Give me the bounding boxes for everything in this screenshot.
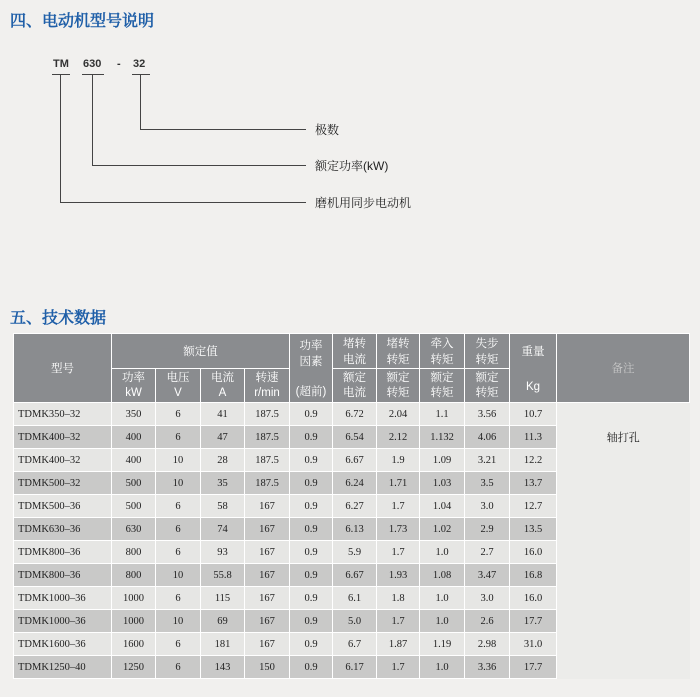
header-locked-current-line2: 电流 (343, 354, 366, 366)
cell-locked-current: 6.54 (333, 426, 377, 449)
cell-pull-out-torque: 3.56 (465, 403, 510, 426)
cell-voltage: 10 (156, 472, 201, 495)
model-code-poles: 32 (133, 58, 146, 70)
cell-voltage: 6 (156, 541, 201, 564)
header-rated-values: 额定值 (112, 334, 290, 369)
leader-power-vertical (92, 74, 93, 165)
cell-weight: 13.5 (510, 518, 557, 541)
header-locked-current-line1: 堵转 (343, 338, 366, 350)
header-power-kw-line2: kW (125, 386, 142, 399)
cell-power: 500 (112, 495, 156, 518)
cell-power: 800 (112, 541, 156, 564)
cell-power: 400 (112, 426, 156, 449)
cell-locked-current: 6.17 (333, 656, 377, 679)
model-code-diagram (0, 0, 700, 230)
cell-remarks (557, 403, 690, 679)
cell-locked-current: 6.72 (333, 403, 377, 426)
leader-type-horizontal (60, 202, 306, 203)
header-power-kw (112, 369, 156, 403)
cell-model: TDMK1250–40 (14, 656, 112, 679)
cell-pull-in-torque: 1.0 (420, 656, 465, 679)
cell-weight: 17.7 (510, 610, 557, 633)
cell-locked-torque: 2.12 (377, 426, 420, 449)
header-locked-current-line4: 电流 (343, 386, 366, 399)
header-pull-out-torque-top (465, 334, 510, 369)
cell-power-factor: 0.9 (290, 449, 333, 472)
header-pull-in-torque-line3: 额定 (430, 371, 454, 384)
header-locked-torque-top (377, 334, 420, 369)
cell-weight: 16.8 (510, 564, 557, 587)
cell-pull-in-torque: 1.0 (420, 541, 465, 564)
cell-pull-out-torque: 3.36 (465, 656, 510, 679)
cell-speed: 167 (245, 587, 290, 610)
cell-pull-in-torque: 1.04 (420, 495, 465, 518)
cell-power-factor: 0.9 (290, 495, 333, 518)
header-weight (510, 334, 557, 403)
cell-current: 143 (201, 656, 245, 679)
cell-pull-out-torque: 3.5 (465, 472, 510, 495)
cell-voltage: 6 (156, 403, 201, 426)
cell-model: TDMK350–32 (14, 403, 112, 426)
cell-locked-current: 6.27 (333, 495, 377, 518)
cell-model: TDMK800–36 (14, 564, 112, 587)
header-locked-torque-line4: 转矩 (386, 386, 410, 399)
label-rated-power: 额定功率(kW) (315, 159, 389, 173)
cell-locked-torque: 2.04 (377, 403, 420, 426)
cell-pull-out-torque: 2.7 (465, 541, 510, 564)
cell-voltage: 6 (156, 656, 201, 679)
cell-weight: 31.0 (510, 633, 557, 656)
cell-current: 181 (201, 633, 245, 656)
underline-prefix (52, 74, 70, 75)
cell-pull-out-torque: 2.9 (465, 518, 510, 541)
cell-locked-current: 6.24 (333, 472, 377, 495)
cell-pull-in-torque: 1.19 (420, 633, 465, 656)
cell-power: 800 (112, 564, 156, 587)
cell-locked-torque: 1.8 (377, 587, 420, 610)
model-code-power: 630 (83, 58, 102, 70)
cell-speed: 167 (245, 633, 290, 656)
cell-current: 55.8 (201, 564, 245, 587)
cell-weight: 12.2 (510, 449, 557, 472)
cell-weight: 16.0 (510, 587, 557, 610)
cell-locked-torque: 1.7 (377, 541, 420, 564)
cell-voltage: 10 (156, 449, 201, 472)
underline-power (82, 74, 104, 75)
header-pull-in-torque-line1: 牵入 (430, 338, 454, 350)
cell-model: TDMK630–36 (14, 518, 112, 541)
remark-text: 轴打孔 (606, 432, 640, 444)
cell-pull-out-torque: 2.98 (465, 633, 510, 656)
cell-pull-out-torque: 2.6 (465, 610, 510, 633)
cell-locked-torque: 1.7 (377, 495, 420, 518)
cell-model: TDMK1000–36 (14, 610, 112, 633)
underline-poles (132, 74, 150, 75)
header-speed-line2: r/min (254, 386, 280, 399)
cell-current: 74 (201, 518, 245, 541)
header-pull-out-torque-bottom (465, 369, 510, 403)
cell-pull-in-torque: 1.08 (420, 564, 465, 587)
leader-power-horizontal (92, 165, 306, 166)
cell-weight: 11.3 (510, 426, 557, 449)
cell-speed: 187.5 (245, 449, 290, 472)
cell-locked-torque: 1.73 (377, 518, 420, 541)
section-title-model-explanation: 四、电动机型号说明 (10, 13, 155, 30)
cell-current: 35 (201, 472, 245, 495)
cell-current: 28 (201, 449, 245, 472)
header-locked-torque-line1: 堵转 (386, 338, 410, 350)
cell-power: 1000 (112, 587, 156, 610)
cell-pull-in-torque: 1.132 (420, 426, 465, 449)
cell-voltage: 6 (156, 495, 201, 518)
cell-locked-torque: 1.9 (377, 449, 420, 472)
label-motor-type: 磨机用同步电动机 (315, 196, 412, 210)
header-pull-in-torque-bottom (420, 369, 465, 403)
cell-pull-in-torque: 1.1 (420, 403, 465, 426)
header-locked-torque-line3: 额定 (386, 371, 410, 384)
cell-weight: 16.0 (510, 541, 557, 564)
header-current-a (201, 369, 245, 403)
cell-current: 115 (201, 587, 245, 610)
cell-voltage: 10 (156, 610, 201, 633)
header-current-line2: A (218, 386, 227, 399)
cell-model: TDMK400–32 (14, 426, 112, 449)
header-power-factor-line1: 功率 (299, 340, 323, 352)
cell-voltage: 6 (156, 633, 201, 656)
section-title-tech-data: 五、技术数据 (10, 310, 107, 327)
cell-voltage: 6 (156, 518, 201, 541)
cell-model: TDMK1000–36 (14, 587, 112, 610)
cell-current: 41 (201, 403, 245, 426)
cell-pull-in-torque: 1.0 (420, 610, 465, 633)
header-locked-current-top (333, 334, 377, 369)
cell-pull-out-torque: 3.0 (465, 495, 510, 518)
cell-current: 58 (201, 495, 245, 518)
cell-power-factor: 0.9 (290, 403, 333, 426)
label-poles: 极数 (315, 123, 340, 137)
tech-data-table (13, 333, 690, 679)
header-pull-out-torque-line3: 额定 (475, 371, 499, 384)
header-weight-line2: Kg (525, 381, 541, 393)
header-remarks: 备注 (557, 334, 690, 403)
cell-power: 1250 (112, 656, 156, 679)
header-current-line1: 电流 (211, 371, 234, 384)
cell-current: 93 (201, 541, 245, 564)
cell-weight: 10.7 (510, 403, 557, 426)
cell-power-factor: 0.9 (290, 587, 333, 610)
cell-locked-current: 6.1 (333, 587, 377, 610)
model-code-prefix: TM (53, 58, 69, 70)
cell-speed: 187.5 (245, 403, 290, 426)
header-pull-out-torque-line4: 转矩 (475, 386, 499, 399)
cell-pull-out-torque: 4.06 (465, 426, 510, 449)
cell-power: 400 (112, 449, 156, 472)
cell-model: TDMK500–36 (14, 495, 112, 518)
cell-pull-in-torque: 1.0 (420, 587, 465, 610)
cell-locked-current: 6.7 (333, 633, 377, 656)
header-model: 型号 (14, 334, 112, 403)
leader-poles-horizontal (140, 129, 306, 130)
cell-locked-current: 6.67 (333, 449, 377, 472)
cell-speed: 167 (245, 541, 290, 564)
cell-model: TDMK800–36 (14, 541, 112, 564)
cell-speed: 167 (245, 495, 290, 518)
header-speed-line1: 转速 (255, 371, 279, 384)
cell-locked-current: 6.67 (333, 564, 377, 587)
cell-locked-torque: 1.93 (377, 564, 420, 587)
header-power-kw-line1: 功率 (122, 371, 145, 384)
cell-pull-in-torque: 1.09 (420, 449, 465, 472)
cell-speed: 150 (245, 656, 290, 679)
header-voltage-line2: V (174, 386, 182, 399)
cell-weight: 13.7 (510, 472, 557, 495)
cell-speed: 167 (245, 518, 290, 541)
table-row (14, 403, 690, 426)
cell-pull-in-torque: 1.02 (420, 518, 465, 541)
header-weight-line1: 重量 (521, 346, 545, 358)
cell-power-factor: 0.9 (290, 633, 333, 656)
header-locked-current-bottom (333, 369, 377, 403)
cell-weight: 17.7 (510, 656, 557, 679)
tech-data-table-body (14, 403, 690, 679)
cell-power-factor: 0.9 (290, 610, 333, 633)
cell-current: 47 (201, 426, 245, 449)
header-pull-out-torque-line2: 转矩 (475, 354, 499, 366)
cell-voltage: 10 (156, 564, 201, 587)
cell-locked-torque: 1.87 (377, 633, 420, 656)
header-locked-torque-bottom (377, 369, 420, 403)
cell-locked-torque: 1.7 (377, 656, 420, 679)
cell-pull-in-torque: 1.03 (420, 472, 465, 495)
leader-poles-vertical (140, 74, 141, 129)
header-power-factor-line3: (超前) (295, 386, 327, 398)
header-pull-in-torque-top (420, 334, 465, 369)
header-pull-in-torque-line4: 转矩 (430, 386, 454, 399)
cell-voltage: 6 (156, 587, 201, 610)
cell-power: 630 (112, 518, 156, 541)
cell-power: 350 (112, 403, 156, 426)
cell-speed: 167 (245, 610, 290, 633)
header-locked-torque-line2: 转矩 (386, 354, 410, 366)
model-code-dash: - (117, 58, 121, 70)
cell-voltage: 6 (156, 426, 201, 449)
cell-pull-out-torque: 3.21 (465, 449, 510, 472)
cell-model: TDMK400–32 (14, 449, 112, 472)
header-pull-in-torque-line2: 转矩 (430, 354, 454, 366)
header-power-factor (290, 334, 333, 403)
cell-pull-out-torque: 3.0 (465, 587, 510, 610)
cell-locked-torque: 1.71 (377, 472, 420, 495)
cell-speed: 187.5 (245, 426, 290, 449)
cell-power-factor: 0.9 (290, 564, 333, 587)
cell-power: 500 (112, 472, 156, 495)
header-power-factor-line2: 因素 (299, 356, 323, 368)
cell-speed: 187.5 (245, 472, 290, 495)
cell-model: TDMK500–32 (14, 472, 112, 495)
header-speed (245, 369, 290, 403)
cell-power-factor: 0.9 (290, 426, 333, 449)
tech-data-table-wrap (13, 333, 689, 679)
header-voltage-v (156, 369, 201, 403)
cell-locked-current: 5.0 (333, 610, 377, 633)
cell-locked-current: 5.9 (333, 541, 377, 564)
cell-power: 1600 (112, 633, 156, 656)
cell-locked-current: 6.13 (333, 518, 377, 541)
cell-model: TDMK1600–36 (14, 633, 112, 656)
cell-weight: 12.7 (510, 495, 557, 518)
cell-power-factor: 0.9 (290, 541, 333, 564)
cell-speed: 167 (245, 564, 290, 587)
header-pull-out-torque-line1: 失步 (475, 338, 499, 350)
cell-power-factor: 0.9 (290, 656, 333, 679)
cell-pull-out-torque: 3.47 (465, 564, 510, 587)
cell-power-factor: 0.9 (290, 472, 333, 495)
cell-current: 69 (201, 610, 245, 633)
cell-power-factor: 0.9 (290, 518, 333, 541)
header-voltage-line1: 电压 (166, 371, 190, 384)
cell-power: 1000 (112, 610, 156, 633)
header-locked-current-line3: 额定 (343, 371, 366, 384)
leader-type-vertical (60, 74, 61, 202)
cell-locked-torque: 1.7 (377, 610, 420, 633)
